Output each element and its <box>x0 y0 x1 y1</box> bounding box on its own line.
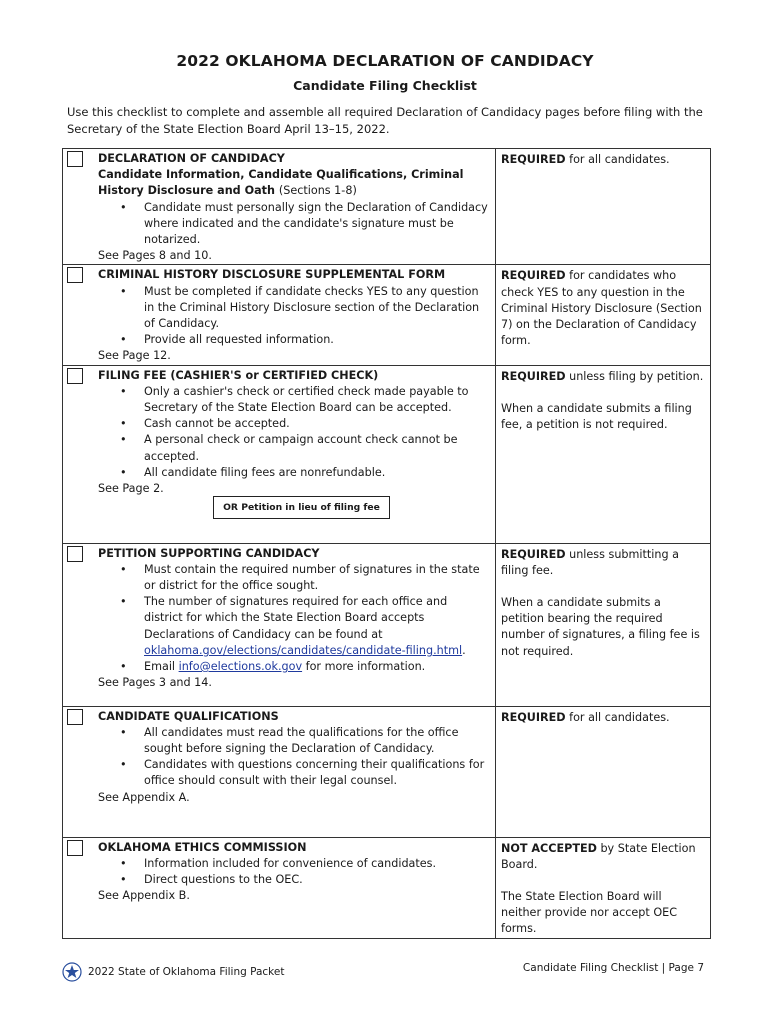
bullet-list <box>98 725 489 790</box>
email-link[interactable]: info@elections.ok.gov <box>178 660 303 674</box>
petition-callout-box: OR Petition in lieu of filing fee <box>213 496 390 519</box>
list-item: • Candidate must personally sign the Declaration of Candidacy where indicated and the candidate's signature must be notarized. <box>98 200 489 249</box>
requirement-text: unless filing by petition. <box>569 369 704 383</box>
intro-text: Use this checklist to complete and assemble all required Declaration of Candidacy pages before filing with the Secretary of the State Election Board April 13–15, 2022. <box>67 105 703 136</box>
see-pages: See Appendix A. <box>98 790 190 804</box>
row-requirement <box>496 543 711 706</box>
page-subtitle: Candidate Filing Checklist <box>293 78 477 93</box>
checkbox-ethics[interactable] <box>67 840 83 856</box>
row-requirement <box>496 149 711 265</box>
list-item: • The number of signatures required for each office and district for which the State Election Board accepts Declarations of Candidacy can be found at oklahoma.gov/elections/candidates/candidate-filing.html. <box>98 594 489 659</box>
requirement-status: REQUIRED <box>501 547 566 561</box>
see-pages: See Appendix B. <box>98 889 190 903</box>
checkbox-qualifications[interactable] <box>67 709 83 725</box>
row-heading: DECLARATION OF CANDIDACY <box>98 152 285 165</box>
checkbox-petition[interactable] <box>67 546 83 562</box>
requirement-status: NOT ACCEPTED <box>501 841 597 855</box>
requirement-status: REQUIRED <box>501 710 566 724</box>
bullet-list <box>98 384 489 481</box>
requirement-text: unless submitting a filing fee. <box>501 547 680 577</box>
row-description <box>63 543 496 706</box>
row-requirement <box>496 706 711 837</box>
checklist-table <box>62 148 711 939</box>
checklist-row-filing-fee <box>63 365 711 543</box>
footer-left <box>62 962 284 982</box>
requirement-note: When a candidate submits a petition bearing the required number of signatures, a filing fee is not required. <box>501 596 700 658</box>
list-item: • Provide all requested information. <box>98 332 489 348</box>
list-item: • Email info@elections.ok.gov for more information. <box>98 659 489 675</box>
row-description <box>63 837 496 938</box>
list-item: • A personal check or campaign account check cannot be accepted. <box>98 432 489 464</box>
row-description <box>63 706 496 837</box>
checklist-row-qualifications <box>63 706 711 837</box>
bullet-list <box>98 284 489 349</box>
row-requirement <box>496 265 711 365</box>
row-description <box>63 365 496 543</box>
row-description <box>63 265 496 365</box>
footer-left-text: 2022 State of Oklahoma Filing Packet <box>88 966 285 978</box>
checkbox-filing-fee[interactable] <box>67 368 83 384</box>
row-description <box>63 149 496 265</box>
requirement-text: for all candidates. <box>569 153 670 166</box>
row-heading: FILING FEE (CASHIER'S or CERTIFIED CHECK) <box>98 368 379 382</box>
checkbox-declaration[interactable] <box>67 151 83 167</box>
checklist-row-declaration <box>63 149 711 265</box>
requirement-note: The State Election Board will neither provide nor accept OEC forms. <box>501 890 678 936</box>
checkbox-criminal-history[interactable] <box>67 267 83 283</box>
bullet-list <box>98 562 489 675</box>
list-item: • Only a cashier's check or certified check made payable to Secretary of the State Election Board can be accepted. <box>98 384 489 416</box>
requirement-status: REQUIRED <box>501 269 566 283</box>
requirement-text: for candidates who check YES to any question in the Criminal History Disclosure (Section 7) on the Declaration of Candidacy form. <box>501 269 702 348</box>
list-item: • Information included for convenience of candidates. <box>98 856 489 872</box>
see-pages: See Page 12. <box>98 349 171 363</box>
checklist-row-ethics <box>63 837 711 938</box>
list-item: • All candidate filing fees are nonrefundable. <box>98 465 489 481</box>
footer-page-number: Candidate Filing Checklist | Page 7 <box>522 962 704 974</box>
requirement-status: REQUIRED <box>501 153 566 166</box>
list-item: • All candidates must read the qualifications for the office sought before signing the Declaration of Candidacy. <box>98 725 489 757</box>
checklist-row-criminal-history <box>63 265 711 365</box>
row-subheading: Candidate Information, Candidate Qualifications, Criminal History Disclosure and Oath (Sections 1-8) <box>98 168 464 198</box>
page-title: 2022 OKLAHOMA DECLARATION OF CANDIDACY <box>176 52 594 70</box>
list-item: • Must contain the required number of signatures in the state or district for the office sought. <box>98 562 489 594</box>
state-seal-icon <box>62 962 82 982</box>
row-requirement <box>496 837 711 938</box>
row-heading: CRIMINAL HISTORY DISCLOSURE SUPPLEMENTAL FORM <box>98 268 446 282</box>
row-heading: OKLAHOMA ETHICS COMMISSION <box>98 840 307 854</box>
list-item: • Must be completed if candidate checks YES to any question in the Criminal History Disclosure section of the Declaration of Candidacy. <box>98 284 489 333</box>
requirement-status: REQUIRED <box>501 369 566 383</box>
bullet-list <box>98 856 489 888</box>
row-heading: CANDIDATE QUALIFICATIONS <box>98 709 279 723</box>
row-heading: PETITION SUPPORTING CANDIDACY <box>98 546 320 560</box>
requirement-text: by State Election Board. <box>501 841 696 871</box>
bullet-list <box>98 200 489 249</box>
requirement-note: When a candidate submits a filing fee, a petition is not required. <box>501 401 692 432</box>
list-item: • Cash cannot be accepted. <box>98 416 489 432</box>
checklist-row-petition <box>63 543 711 706</box>
list-item: • Candidates with questions concerning their qualifications for office should consult with their legal counsel. <box>98 757 489 789</box>
row-requirement <box>496 365 711 543</box>
candidate-filing-link[interactable]: oklahoma.gov/elections/candidates/candidate-filing.html <box>144 643 463 657</box>
see-pages: See Pages 3 and 14. <box>98 676 212 690</box>
requirement-text: for all candidates. <box>569 710 670 724</box>
list-item: • Direct questions to the OEC. <box>98 872 489 888</box>
see-pages: See Page 2. <box>98 482 164 496</box>
see-pages: See Pages 8 and 10. <box>98 249 212 263</box>
